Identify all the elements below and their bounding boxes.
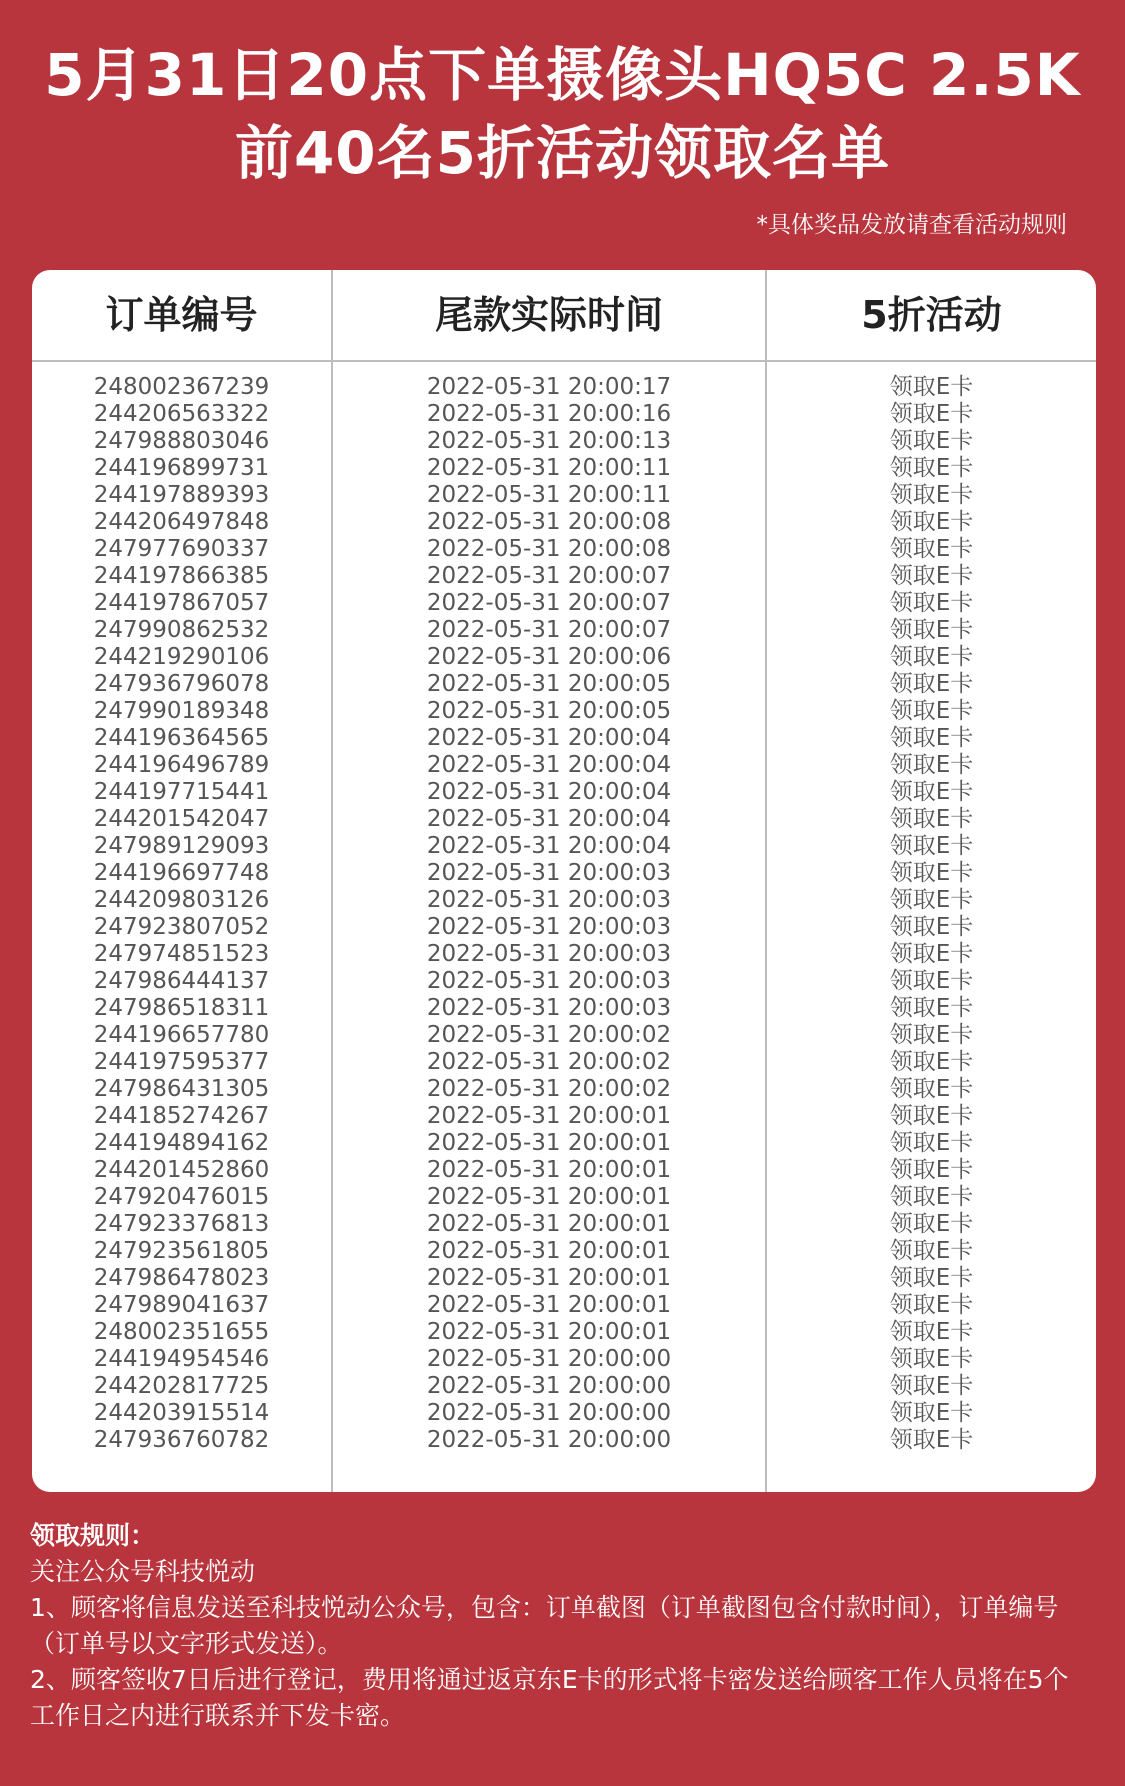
table-row [32,401,1096,428]
promotion-cell: 领取E卡 [889,698,974,724]
order-number-cell: 244197867057 [93,590,270,616]
payment-time-cell: 2022-05-31 20:00:01 [426,1265,672,1291]
promotion-cell: 领取E卡 [889,644,974,670]
order-number-cell: 244206563322 [93,401,270,427]
payment-time-cell: 2022-05-31 20:00:05 [426,698,672,724]
promotion-cell: 领取E卡 [889,1049,974,1075]
rules-section [30,1518,1090,1734]
table-row [32,671,1096,698]
order-number-cell: 244185274267 [93,1103,270,1129]
table-row [32,644,1096,671]
promotion-cell: 领取E卡 [889,1238,974,1264]
order-number-cell: 247936796078 [93,671,270,697]
payment-time-cell: 2022-05-31 20:00:02 [426,1076,672,1102]
winners-table [32,270,1096,1492]
order-number-cell: 244197866385 [93,563,270,589]
order-number-cell: 247990862532 [93,617,270,643]
payment-time-cell: 2022-05-31 20:00:06 [426,644,672,670]
page-title [0,36,1125,192]
table-row [32,482,1096,509]
order-number-cell: 248002367239 [93,374,270,400]
order-number-cell: 247990189348 [93,698,270,724]
promotion-cell: 领取E卡 [889,1157,974,1183]
table-row [32,752,1096,779]
promotion-cell: 领取E卡 [889,401,974,427]
order-number-cell: 244197595377 [93,1049,270,1075]
promotion-cell: 领取E卡 [889,1292,974,1318]
promotion-cell: 领取E卡 [889,860,974,886]
promotion-cell: 领取E卡 [889,1130,974,1156]
order-number-cell: 247986431305 [93,1076,270,1102]
rules-note: *具体奖品发放请查看活动规则 [756,212,1067,238]
payment-time-cell: 2022-05-31 20:00:04 [426,725,672,751]
promotion-cell: 领取E卡 [889,1346,974,1372]
payment-time-cell: 2022-05-31 20:00:07 [426,590,672,616]
table-row [32,1184,1096,1211]
column-header-payment-time: 尾款实际时间 [434,293,663,337]
table-row [32,968,1096,995]
order-number-cell: 244196697748 [93,860,270,886]
promotion-cell: 领取E卡 [889,374,974,400]
order-number-cell: 244201542047 [93,806,270,832]
promotion-cell: 领取E卡 [889,1373,974,1399]
payment-time-cell: 2022-05-31 20:00:01 [426,1130,672,1156]
payment-time-cell: 2022-05-31 20:00:17 [426,374,672,400]
order-number-cell: 244209803126 [93,887,270,913]
promotion-cell: 领取E卡 [889,995,974,1021]
table-row [32,428,1096,455]
promotion-cell: 领取E卡 [889,536,974,562]
order-number-cell: 247989041637 [93,1292,270,1318]
payment-time-cell: 2022-05-31 20:00:01 [426,1184,672,1210]
table-row [32,1265,1096,1292]
order-number-cell: 247923376813 [93,1211,270,1237]
table-row [32,1319,1096,1346]
column-header-promotion: 5折活动 [861,293,1002,337]
payment-time-cell: 2022-05-31 20:00:00 [426,1346,672,1372]
promotion-cell: 领取E卡 [889,779,974,805]
payment-time-cell: 2022-05-31 20:00:05 [426,671,672,697]
promotion-cell: 领取E卡 [889,563,974,589]
order-number-cell: 244219290106 [93,644,270,670]
payment-time-cell: 2022-05-31 20:00:00 [426,1400,672,1426]
promotion-cell: 领取E卡 [889,1400,974,1426]
promotion-cell: 领取E卡 [889,671,974,697]
payment-time-cell: 2022-05-31 20:00:04 [426,806,672,832]
table-row [32,563,1096,590]
promotion-cell: 领取E卡 [889,1319,974,1345]
promotion-cell: 领取E卡 [889,1103,974,1129]
payment-time-cell: 2022-05-31 20:00:00 [426,1373,672,1399]
order-number-cell: 247988803046 [93,428,270,454]
order-number-cell: 247977690337 [93,536,270,562]
payment-time-cell: 2022-05-31 20:00:11 [426,455,672,481]
promotion-cell: 领取E卡 [889,968,974,994]
payment-time-cell: 2022-05-31 20:00:03 [426,995,672,1021]
table-row [32,374,1096,401]
payment-time-cell: 2022-05-31 20:00:00 [426,1427,672,1453]
payment-time-cell: 2022-05-31 20:00:16 [426,401,672,427]
promotion-cell: 领取E卡 [889,914,974,940]
payment-time-cell: 2022-05-31 20:00:03 [426,887,672,913]
payment-time-cell: 2022-05-31 20:00:01 [426,1238,672,1264]
payment-time-cell: 2022-05-31 20:00:01 [426,1319,672,1345]
table-row [32,617,1096,644]
payment-time-cell: 2022-05-31 20:00:02 [426,1049,672,1075]
order-number-cell: 248002351655 [93,1319,270,1345]
order-number-cell: 244196657780 [93,1022,270,1048]
payment-time-cell: 2022-05-31 20:00:11 [426,482,672,508]
payment-time-cell: 2022-05-31 20:00:02 [426,1022,672,1048]
promotion-cell: 领取E卡 [889,752,974,778]
payment-time-cell: 2022-05-31 20:00:13 [426,428,672,454]
payment-time-cell: 2022-05-31 20:00:04 [426,833,672,859]
table-row [32,1157,1096,1184]
promotion-cell: 领取E卡 [889,1427,974,1453]
order-number-cell: 244194894162 [93,1130,270,1156]
promotion-cell: 领取E卡 [889,617,974,643]
order-number-cell: 247936760782 [93,1427,270,1453]
payment-time-cell: 2022-05-31 20:00:04 [426,752,672,778]
table-row [32,806,1096,833]
order-number-cell: 244201452860 [93,1157,270,1183]
table-row [32,590,1096,617]
promotion-cell: 领取E卡 [889,455,974,481]
promotion-cell: 领取E卡 [889,806,974,832]
order-number-cell: 247923561805 [93,1238,270,1264]
table-row [32,1022,1096,1049]
order-number-cell: 247986444137 [93,968,270,994]
title-line-1: 5月31日20点下单摄像头HQ5C 2.5K [44,41,1081,109]
rules-line: 关注公众号科技悦动 [30,1557,256,1586]
order-number-cell: 244194954546 [93,1346,270,1372]
rules-line: 1、顾客将信息发送至科技悦动公众号，包含：订单截图（订单截图包含付款时间），订单编号（订单号以文字形式发送）。 [30,1593,1059,1658]
payment-time-cell: 2022-05-31 20:00:03 [426,914,672,940]
table-row [32,1130,1096,1157]
table-body [32,374,1096,1454]
table-row [32,536,1096,563]
promotion-cell: 领取E卡 [889,725,974,751]
order-number-cell: 244197715441 [93,779,270,805]
order-number-cell: 244196899731 [93,455,270,481]
payment-time-cell: 2022-05-31 20:00:01 [426,1211,672,1237]
table-row [32,860,1096,887]
payment-time-cell: 2022-05-31 20:00:07 [426,563,672,589]
table-row [32,779,1096,806]
header-divider [32,360,1096,362]
table-row [32,1400,1096,1427]
order-number-cell: 244196496789 [93,752,270,778]
rules-heading: 领取规则： [30,1521,156,1550]
promotion-cell: 领取E卡 [889,428,974,454]
order-number-cell: 247986478023 [93,1265,270,1291]
order-number-cell: 244206497848 [93,509,270,535]
payment-time-cell: 2022-05-31 20:00:01 [426,1157,672,1183]
promotion-cell: 领取E卡 [889,1184,974,1210]
table-row [32,1238,1096,1265]
payment-time-cell: 2022-05-31 20:00:08 [426,536,672,562]
payment-time-cell: 2022-05-31 20:00:03 [426,968,672,994]
promotion-cell: 领取E卡 [889,887,974,913]
table-row [32,1076,1096,1103]
table-row [32,509,1096,536]
rules-line: 2、顾客签收7日后进行登记，费用将通过返京东E卡的形式将卡密发送给顾客工作人员将在5个工作日之内进行联系并下发卡密。 [30,1665,1069,1730]
promotion-cell: 领取E卡 [889,1265,974,1291]
table-row [32,1292,1096,1319]
table-row [32,725,1096,752]
order-number-cell: 247989129093 [93,833,270,859]
promotion-cell: 领取E卡 [889,833,974,859]
order-number-cell: 247920476015 [93,1184,270,1210]
table-row [32,1103,1096,1130]
table-row [32,995,1096,1022]
promotion-cell: 领取E卡 [889,590,974,616]
table-row [32,1346,1096,1373]
table-row [32,1373,1096,1400]
table-row [32,1427,1096,1454]
promotion-cell: 领取E卡 [889,1076,974,1102]
table-row [32,941,1096,968]
payment-time-cell: 2022-05-31 20:00:01 [426,1103,672,1129]
payment-time-cell: 2022-05-31 20:00:04 [426,779,672,805]
promotion-cell: 领取E卡 [889,1022,974,1048]
promotion-cell: 领取E卡 [889,1211,974,1237]
title-line-2: 前40名5折活动领取名单 [234,119,891,187]
payment-time-cell: 2022-05-31 20:00:07 [426,617,672,643]
table-row [32,1211,1096,1238]
order-number-cell: 247923807052 [93,914,270,940]
order-number-cell: 247986518311 [93,995,270,1021]
order-number-cell: 244196364565 [93,725,270,751]
table-row [32,914,1096,941]
promotion-cell: 领取E卡 [889,482,974,508]
promotion-cell: 领取E卡 [889,941,974,967]
payment-time-cell: 2022-05-31 20:00:01 [426,1292,672,1318]
order-number-cell: 244197889393 [93,482,270,508]
order-number-cell: 247974851523 [93,941,270,967]
table-row [32,698,1096,725]
order-number-cell: 244202817725 [93,1373,270,1399]
table-row [32,1049,1096,1076]
table-row [32,833,1096,860]
table-row [32,887,1096,914]
column-header-order-number: 订单编号 [105,293,258,337]
payment-time-cell: 2022-05-31 20:00:08 [426,509,672,535]
payment-time-cell: 2022-05-31 20:00:03 [426,860,672,886]
table-row [32,455,1096,482]
promotion-cell: 领取E卡 [889,509,974,535]
payment-time-cell: 2022-05-31 20:00:03 [426,941,672,967]
order-number-cell: 244203915514 [93,1400,270,1426]
